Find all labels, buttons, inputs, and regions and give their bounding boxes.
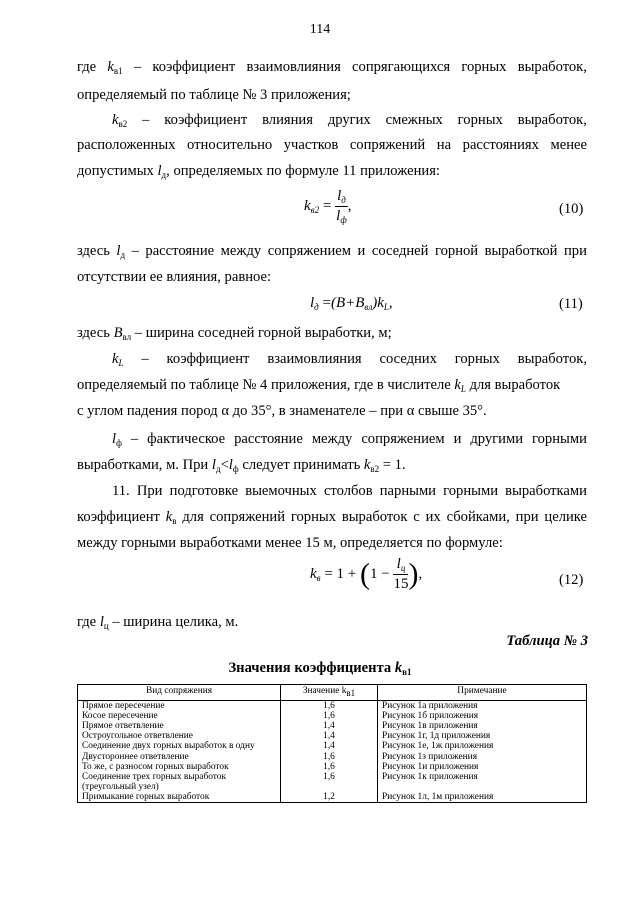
coefficient-table <box>77 684 587 803</box>
table-header-cell: Вид сопряжения <box>78 685 281 701</box>
paragraph-line: допустимых $l_д$, определяемых по формуле 11 приложения: <box>77 163 440 180</box>
table-row: Примыкание горных выработок 1,2 Рисунок 1л, 1м приложения <box>78 792 587 803</box>
paragraph-line: $l_ф$ – фактическое расстояние между сопряжением и другими горными <box>112 431 587 448</box>
paragraph-line: с углом падения пород α до 35°, в знаменателе – при α свыше 35°. <box>77 403 487 419</box>
paragraph-line: коэффициент $k_в$ для сопряжений горных выработок с их сбойками, при целике <box>77 509 587 526</box>
paragraph-line: где $k_{в1}$ – коэффициент взаимовлияния сопрягающихся горных выработок, <box>77 59 587 76</box>
paragraph-line: между горными выработками менее 15 м, определяется по формуле: <box>77 535 503 551</box>
paragraph-line: 11. При подготовке выемочных столбов парными горными выработками <box>112 483 587 499</box>
page-number: 114 <box>309 22 331 37</box>
table-row: Прямое пересечение 1,6 Рисунок 1а приложения <box>78 700 587 711</box>
paragraph-line: расположенных относительно участков сопряжений на расстояниях менее <box>77 137 587 153</box>
table-row: Косое пересечение 1,6 Рисунок 1б приложения <box>78 711 587 721</box>
paragraph-line: здесь $l_д$ – расстояние между сопряжением и соседней горной выработкой при <box>77 243 587 260</box>
table-caption: Значения коэффициента $k_{в1}$ <box>228 660 412 677</box>
paragraph-line: здесь $B_{вл}$ – ширина соседней горной выработки, м; <box>77 325 392 342</box>
table-row: Остроугольное ответвление 1,4 Рисунок 1г, 1д приложения <box>78 731 587 741</box>
paragraph-line: отсутствии ее влияния, равное: <box>77 269 272 285</box>
table-row: Двустороннее ответвление 1,6 Рисунок 1з приложения <box>78 752 587 762</box>
equation-number: (11) <box>559 296 583 312</box>
table-row: Соединение двух горных выработок в одну 1,4 Рисунок 1е, 1ж приложения <box>78 741 587 751</box>
table-row: Соединение трех горных выработок (треугольный узел) 1,6 Рисунок 1к приложения <box>78 772 587 792</box>
paragraph-line: $k_L$ – коэффициент взаимовлияния соседних горных выработок, <box>112 351 587 368</box>
table-header-cell: Значение kв1 <box>281 685 378 701</box>
table-row: Прямое ответвление 1,4 Рисунок 1в приложения <box>78 721 587 731</box>
table-row: То же, с разносом горных выработок 1,6 Рисунок 1и приложения <box>78 762 587 772</box>
paragraph-line: выработками, м. При $l_д<l_ф$ следует принимать $k_{в2} = 1$. <box>77 457 406 474</box>
formula-10: $k_{в2}$ = $\frac{l_д}{l_ф}$ , <box>304 188 352 225</box>
formula-11: $l_д =(B+B_{вл})k_L$, <box>310 295 393 312</box>
formula-12: $k_в = 1 + (1$ − $\frac{l_ц}{15}$ ), <box>310 556 423 592</box>
table-header-cell: Примечание <box>378 685 587 701</box>
paragraph-line: определяемый по таблице № 4 приложения, где в числителе $k_L$ для выработок <box>77 377 561 394</box>
paragraph-line: где $l_ц$ – ширина целика, м. <box>77 614 239 631</box>
equation-number: (12) <box>559 572 584 588</box>
equation-number: (10) <box>559 201 584 217</box>
paragraph-line: определяемый по таблице № 3 приложения; <box>77 87 351 103</box>
table-label: Таблица № 3 <box>506 633 588 649</box>
table-header-row <box>78 685 587 701</box>
paragraph-line: $k_{в2}$ – коэффициент влияния других смежных горных выработок, <box>112 112 587 129</box>
